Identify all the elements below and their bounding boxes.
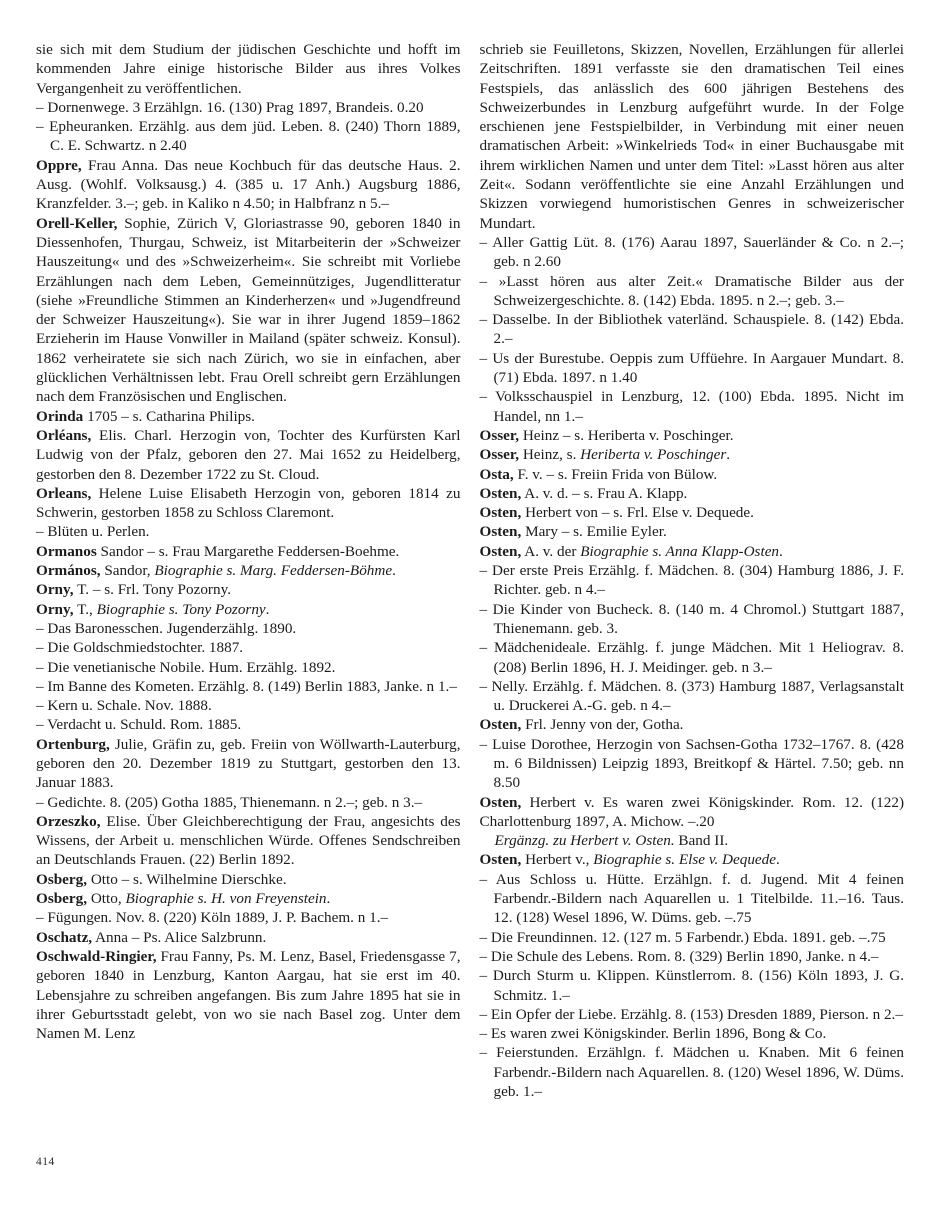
text-segment: – Feierstunden. Erzählgn. f. Mädchen u. Knaben. Mit 6 feinen Farbendr.-Bildern nach Aquarellen. 8. (120) Wesel 1896, W. Düms. geb. 1.– [479,1044,904,1101]
text-segment: . [392,562,396,580]
text-segment: – Die venetianische Nobile. Hum. Erzählg. 1892. [36,658,336,676]
lexicon-entry [36,214,461,407]
text-segment: Mary – s. Emilie Eyler. [521,523,667,541]
bibliography-item [36,658,461,677]
text-segment: Julie, Gräfin zu, geb. Freiin von Wöllwarth-Lauterburg, geboren den 20. Dezember 1819 zu Stuttgart, gestorben den 13. Januar 1883. [36,735,461,792]
text-segment: – Dornenwege. 3 Erzählgn. 16. (130) Prag 1897, Brandeis. 0.20 [36,98,424,116]
text-segment: Osten, [479,484,522,502]
text-segment: Osten, [479,716,522,734]
text-segment: – Aller Gattig Lüt. 8. (176) Aarau 1897, Sauerländer & Co. n 2.–; geb. n 2.60 [479,233,904,271]
lexicon-entry [36,156,461,214]
text-segment: Otto – s. Wilhelmine Dierschke. [87,870,287,888]
bibliography-item [480,735,905,793]
text-segment: Osten, [479,542,522,560]
text-area [36,40,904,1101]
text-segment: Sophie, Zürich V, Gloriastrasse 90, geboren 1840 in Diessenhofen, Thurgau, Schweiz, ist Mitarbeiterin der »Schweizer Hauszeitung« und des »Schweizerheim«. Sie schreibt mit Vorliebe Erzählungen nach dem Leben, Gemeinnütziges, Jugendlitteratur (siehe »Freundliche Stimmen an Kinderherzen« und »Jugendfreund der Schweizer Hauszeitung«). Sie war in ihrer Jugend 1859–1862 Erzieherin im Hause Vonwiller in Mailand (später schweiz. Konsul). 1862 verheiratete sie sich nach Zürich, wo sie in einfachen, aber glücklichen Verhältnissen lebt. Frau Orell schreibt gern Erzählungen nach dem Französischen und Englischen. [36,214,461,406]
text-segment: Osten, [479,851,522,869]
text-segment: schrieb sie Feuilletons, Skizzen, Novellen, Erzählungen für allerlei Zeitschriften. 1891 verfasste sie den dramatischen Teil eines Festspiels, das anlässlich des 600 jährigen Bestehens des Schweizerbundes in Lenzburg aufgeführt wurde. In der Folge erschienen jene Festspielbilder, in Verbindung mit einer neuen dramatischen Arbeit: »Winkelrieds Tod« in einer Buchausgabe mit ihrem wirklichen Namen und unter dem Titel: »Lasst hören aus alter Zeit«. Sodann veröffentlichte sie eine Anzahl Erzählungen und Skizzen vorwiegend humoristischen Genres in schweizerischer Mundart. [479,41,904,232]
bibliography-item [36,522,461,541]
text-segment: – Der erste Preis Erzählg. f. Mädchen. 8. (304) Hamburg 1886, J. F. Richter. geb. n 4.– [479,562,904,599]
text-segment: Ormános, [36,562,101,580]
text-segment: 1705 – s. Catharina Philips. [83,407,255,425]
text-segment: A. v. d. – s. Frau A. Klapp. [521,484,688,502]
bibliography-item [480,600,905,639]
text-segment: Oschatz, [36,928,93,946]
bibliography-item [36,117,461,156]
text-segment: Osser, [479,426,520,444]
text-segment: Osberg, [36,890,88,908]
supplement-note [480,831,905,850]
text-segment: . [726,446,731,464]
text-segment: – Luise Dorothee, Herzogin von Sachsen-Gotha 1732–1767. 8. (428 m. 6 Bildnissen) Leipzig 1893, Breitkopf & Härtel. 7.50; geb. nn 8.50 [479,735,904,792]
text-segment: Oschwald-Ringier, [36,947,157,965]
text-segment: Frau Fanny, Ps. M. Lenz, Basel, Friedensgasse 7, geboren 1840 in Lenzburg, Kanton Aargau, hat sie erst im 40. Lebensjahre zu schreiben angefangen. Bis zum Jahre 1895 hat sie in ihrer Geburtsstadt gelebt, von wo sie nach Basel zog. Unter dem Namen M. Lenz [36,947,461,1043]
bibliography-item [36,696,461,715]
column-left [36,40,461,1101]
text-segment: – Die Kinder von Bucheck. 8. (140 m. 4 Chromol.) Stuttgart 1887, Thienemann. geb. 3. [479,600,904,637]
bibliography-item [480,966,905,1005]
lexicon-entry [36,600,461,619]
text-segment: Orny, [36,581,74,599]
bibliography-item [480,638,905,677]
bibliography-item [480,1005,905,1024]
text-segment: Sandor – s. Frau Margarethe Feddersen-Boehme. [96,542,400,560]
lexicon-entry [36,947,461,1043]
text-segment: – Blüten u. Perlen. [36,523,150,541]
lexicon-entry [480,445,905,464]
text-segment: F. v. – s. Freiin Frida von Bülow. [513,465,718,483]
text-segment: Orell-Keller, [36,214,118,232]
text-segment: – Durch Sturm u. Klippen. Künstlerrom. 8. (156) Köln 1893, J. G. Schmitz. 1.– [479,967,904,1004]
bibliography-item [480,272,905,311]
text-segment: Elise. Über Gleichberechtigung der Frau, angesichts des Wissens, der Arbeit u. menschlichen Würde. Offenes Sendschreiben an Deutschlands Frauen. (22) Berlin 1892. [36,812,461,869]
text-segment: sie sich mit dem Studium der jüdischen Geschichte und hofft im kommenden Jahre einige historische Bilder aus ihres Volkes Vergangenheit zu veröffentlichen. [36,41,461,97]
text-segment: Orzeszko, [36,812,101,830]
lexicon-entry [36,542,461,561]
bibliography-item [480,387,905,426]
text-segment: Otto, [87,890,126,908]
bibliography-item [480,1024,905,1043]
lexicon-entry [480,465,905,484]
text-segment: – Mädchenideale. Erzählg. f. junge Mädchen. Mit 1 Heliograv. 8. (208) Berlin 1896, H. J. Meidinger. geb. n 3.– [479,639,904,676]
text-segment: Heinz, s. [519,446,581,464]
bibliography-item [36,638,461,657]
text-segment: Herbert von – s. Frl. Else v. Dequede. [521,504,754,522]
bibliography-item [480,870,905,928]
lexicon-entry [36,407,461,426]
bibliography-item [36,677,461,696]
text-segment: Frl. Jenny von der, Gotha. [521,716,684,734]
bibliography-item [480,310,905,349]
text-segment: Helene Luise Elisabeth Herzogin von, geboren 1814 zu Schwerin, gestorben 1858 zu Schloss Claremont. [36,484,461,522]
text-segment: Herbert v. Es waren zwei Königskinder. Rom. 12. (122) Charlottenburg 1897, A. Michow. –.20 [479,793,904,830]
text-segment: – Aus Schloss u. Hütte. Erzählgn. f. d. Jugend. Mit 4 feinen Farbendr.-Bildern nach Aquarellen u. 1 Titelbilde. 11.–16. Taus. 12. (128) Wesel 1896, W. Düms. geb. –.75 [479,870,904,927]
text-segment: Orny, [36,600,74,618]
bibliography-item [480,349,905,388]
text-segment: – »Lasst hören aus alter Zeit.« Dramatische Bilder aus der Schweizergeschichte. 8. (142) Ebda. 1895. n 2.–; geb. 3.– [479,272,904,309]
lexicon-entry [480,542,905,561]
lexicon-entry [480,503,905,522]
text-segment: . [326,890,331,908]
lexicon-entry [36,426,461,484]
text-segment: Biographie s. H. von Freyenstein [125,890,327,908]
lexicon-entry [36,928,461,947]
lexicon-entry [480,484,905,503]
text-segment: Oppre, [36,156,82,174]
bibliography-item [480,233,905,272]
lexicon-entry [480,793,905,832]
bibliography-item [36,793,461,812]
bibliography-item [480,677,905,716]
lexicon-entry [36,735,461,793]
text-segment: Osser, [479,446,520,464]
text-segment: – Ein Opfer der Liebe. Erzählg. 8. (153) Dresden 1889, Pierson. n 2.– [479,1005,903,1023]
text-segment: – Die Freundinnen. 12. (127 m. 5 Farbendr.) Ebda. 1891. geb. –.75 [479,928,886,946]
bibliography-item [36,908,461,927]
text-segment: Heriberta v. Poschinger [580,446,727,464]
bibliography-item [480,1043,905,1101]
bibliography-item [36,715,461,734]
text-segment: Anna – Ps. Alice Salzbrunn. [92,928,267,946]
text-segment: Ergänzg. zu Herbert v. Osten. [494,832,675,850]
text-segment: Band II. [674,832,729,850]
text-segment: – Die Schule des Lebens. Rom. 8. (329) Berlin 1890, Janke. n 4.– [479,947,879,965]
text-segment: Osta, [479,465,514,483]
bibliography-item [480,928,905,947]
page-number: 414 [36,1156,55,1168]
text-segment: – Us der Burestube. Oeppis zum Uffüehre. In Aargauer Mundart. 8. (71) Ebda. 1897. n 1.40 [479,349,904,387]
text-segment: Orléans, [36,426,92,444]
lexicon-entry [36,580,461,599]
text-segment: Osten, [479,504,522,522]
text-segment: . [265,600,270,618]
bibliography-item [480,947,905,966]
text-segment: Orinda [36,407,84,425]
text-segment: Biographie s. Anna Klapp-Osten [580,542,780,560]
bibliography-item [36,619,461,638]
text-segment: Ormanos [36,542,97,560]
paragraph [480,40,905,233]
lexicon-entry [480,522,905,541]
text-segment: – Verdacht u. Schuld. Rom. 1885. [36,716,242,734]
lexicon-entry [480,715,905,734]
paragraph [36,40,461,98]
text-segment: T. – s. Frl. Tony Pozorny. [73,581,231,599]
text-segment: – Nelly. Erzählg. f. Mädchen. 8. (373) Hamburg 1887, Verlagsanstalt u. Druckerei A.-G. geb. n 4.– [479,677,904,715]
text-segment: – Gedichte. 8. (205) Gotha 1885, Thienemann. n 2.–; geb. n 3.– [36,793,423,811]
lexicon-entry [480,850,905,869]
bibliography-item [36,98,461,117]
text-segment: Biographie s. Marg. Feddersen-Böhme [154,562,393,580]
text-segment: Heinz – s. Heriberta v. Poschinger. [519,426,734,444]
text-segment: – Das Baronesschen. Jugenderzählg. 1890. [36,619,297,637]
text-segment: – Die Goldschmiedstochter. 1887. [36,639,244,657]
text-segment: Osten, [479,793,522,811]
text-segment: . [776,851,780,869]
text-segment: Biographie s. Tony Pozorny [96,600,266,618]
bibliography-item [480,561,905,600]
text-segment: – Im Banne des Kometen. Erzählg. 8. (149) Berlin 1883, Janke. n 1.– [36,677,457,695]
text-segment: – Fügungen. Nov. 8. (220) Köln 1889, J. P. Bachem. n 1.– [36,909,389,927]
text-segment: T., [73,600,97,618]
text-segment: Herbert v., [521,851,594,869]
text-segment: Orleans, [36,484,92,502]
text-segment: – Es waren zwei Königskinder. Berlin 1896, Bong & Co. [479,1025,827,1043]
text-segment: – Volksschauspiel in Lenzburg, 12. (100) Ebda. 1895. Nicht im Handel, nn 1.– [479,388,904,425]
lexicon-entry [36,561,461,580]
lexicon-entry [36,484,461,523]
text-segment: Biographie s. Else v. Dequede [593,851,777,869]
text-segment: Frau Anna. Das neue Kochbuch für das deutsche Haus. 2. Ausg. (Wohlf. Volksausg.) 4. (385 u. 17 Anh.) Augsburg 1886, Kranzfelder. 3.–; geb. in Kaliko n 4.50; in Halbfranz n 5.– [36,156,461,213]
lexicon-entry [36,812,461,870]
column-right [480,40,905,1101]
text-segment: Sandor, [100,562,155,580]
text-segment: Ortenburg, [36,735,110,753]
text-segment: A. v. der [521,542,581,560]
lexicon-entry [36,889,461,908]
text-segment: Osberg, [36,870,88,888]
lexicon-entry [480,426,905,445]
text-segment: Osten, [479,523,522,541]
text-segment: – Kern u. Schale. Nov. 1888. [36,697,212,715]
lexicon-entry [36,870,461,889]
text-segment: Elis. Charl. Herzogin von, Tochter des Kurfürsten Karl Ludwig von der Pfalz, geboren den 27. Mai 1652 zu Heidelberg, gestorben den 8. Dezember 1722 zu St. Cloud. [36,426,461,483]
text-segment: . [779,542,783,560]
text-segment: – Epheuranken. Erzählg. aus dem jüd. Leben. 8. (240) Thorn 1889, C. E. Schwartz. n 2.40 [36,118,461,155]
text-segment: – Dasselbe. In der Bibliothek vaterländ. Schauspiele. 8. (142) Ebda. 2.– [479,311,904,348]
